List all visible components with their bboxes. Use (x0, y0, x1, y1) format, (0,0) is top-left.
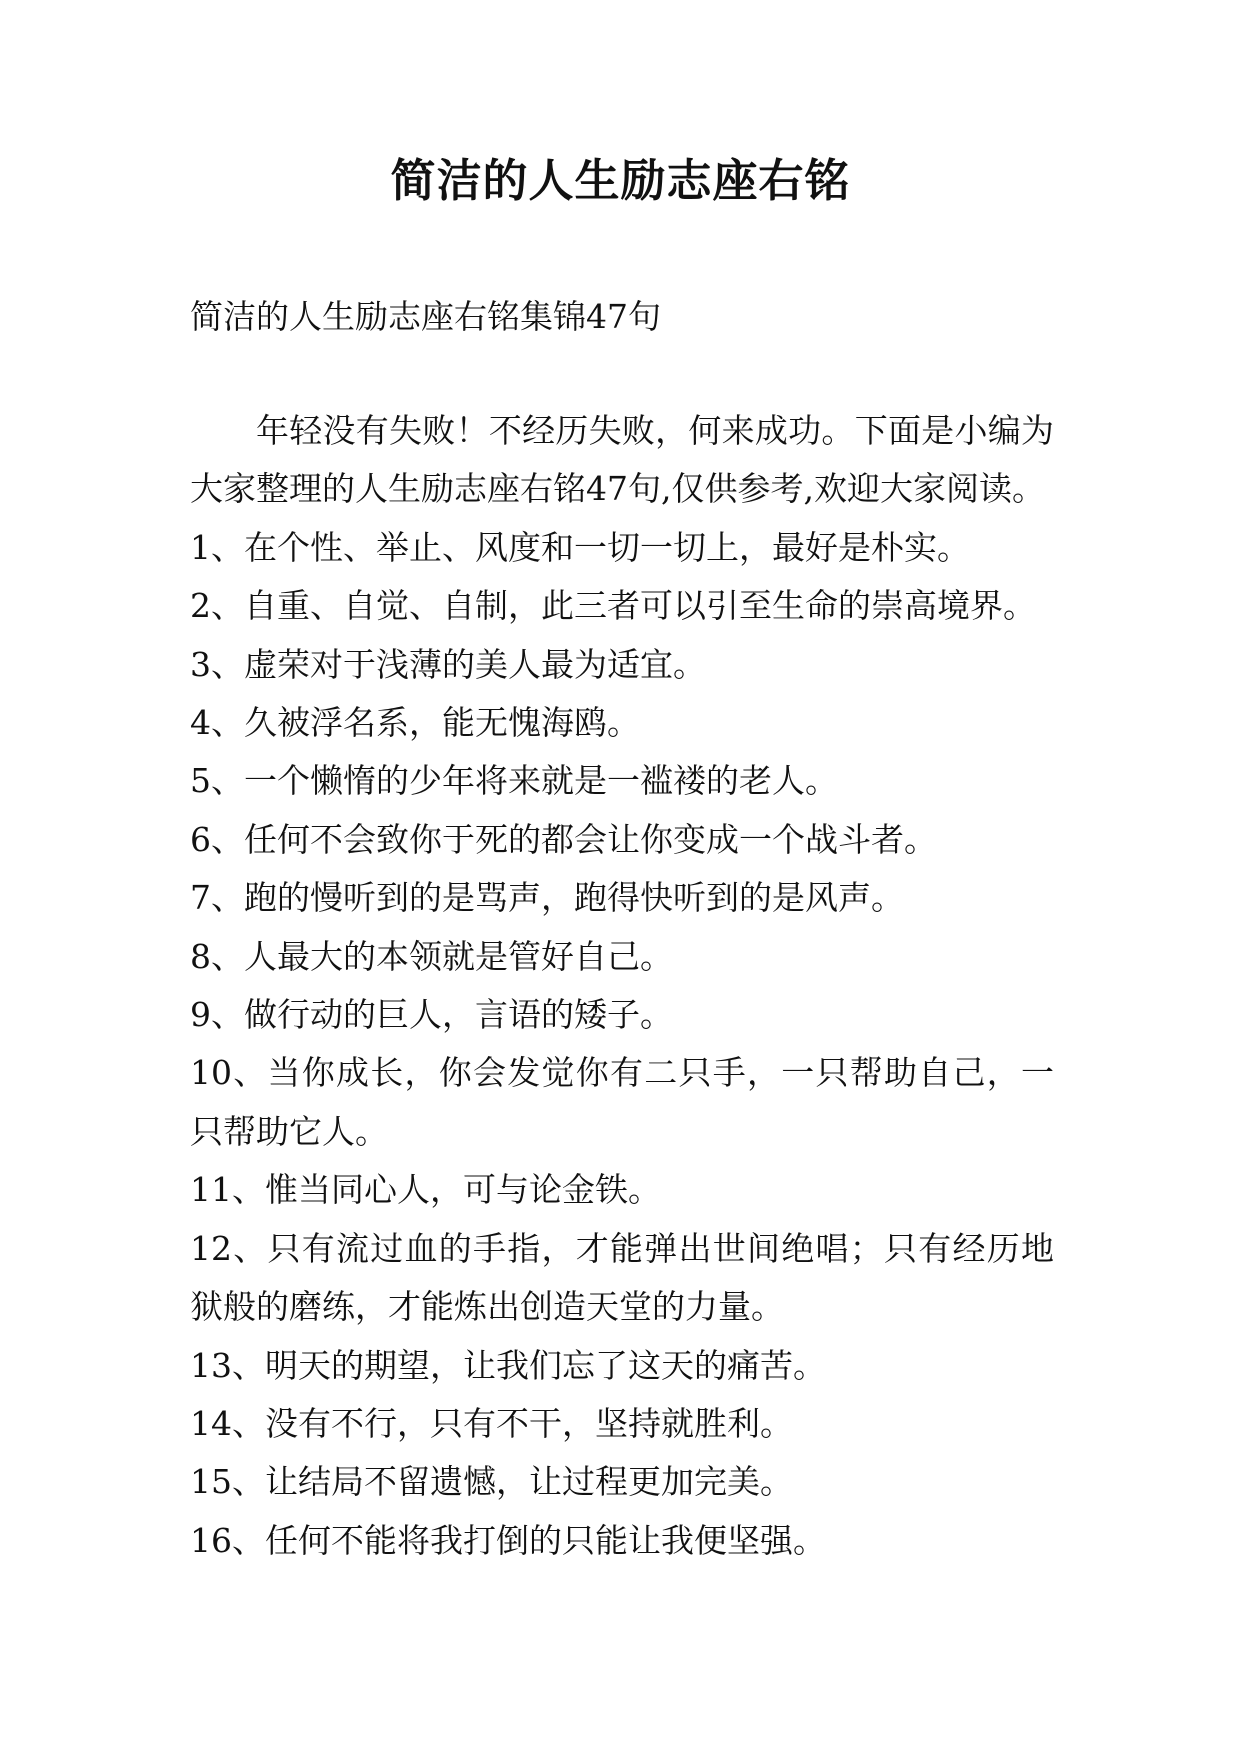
list-item: 1、在个性、举止、风度和一切一切上，最好是朴实。 (190, 527, 970, 567)
list-item: 3、虚荣对于浅薄的美人最为适宜。 (190, 644, 706, 684)
list-item: 9、做行动的巨人，言语的矮子。 (190, 995, 673, 1035)
list-item: 13、明天的期望，让我们忘了这天的痛苦。 (190, 1345, 826, 1385)
list-item: 15、让结局不留遗憾，让过程更加完美。 (190, 1462, 793, 1502)
list-item: 2、自重、自觉、自制，此三者可以引至生命的崇高境界。 (190, 586, 1036, 626)
list-item: 4、久被浮名系，能无愧海鸥。 (190, 703, 640, 743)
document-subtitle: 简洁的人生励志座右铭集锦47句 (190, 297, 661, 336)
list-item: 6、任何不会致你于死的都会让你变成一个战斗者。 (190, 819, 937, 859)
document-title: 简洁的人生励志座右铭 (390, 154, 851, 207)
list-item: 11、惟当同心人，可与论金铁。 (190, 1170, 661, 1210)
document-body (190, 402, 1054, 1570)
list-item: 14、没有不行，只有不干，坚持就胜利。 (190, 1403, 793, 1443)
list-item: 12、只有流过血的手指，才能弹出世间绝唱；只有经历地狱般的磨练，才能炼出创造天堂的力量。 (190, 1228, 1054, 1327)
list-item: 10、当你成长，你会发觉你有二只手，一只帮助自己，一只帮助它人。 (190, 1053, 1054, 1151)
intro-paragraph: 年轻没有失败！不经历失败，何来成功。下面是小编为大家整理的人生励志座右铭47句,仅供参考,欢迎大家阅读。 (190, 411, 1054, 509)
list-item: 8、人最大的本领就是管好自己。 (190, 936, 673, 976)
list-item: 5、一个懒惰的少年将来就是一褴褛的老人。 (190, 761, 838, 801)
list-item: 7、跑的慢听到的是骂声，跑得快听到的是风声。 (190, 878, 904, 918)
list-item: 16、任何不能将我打倒的只能让我便坚强。 (190, 1520, 826, 1560)
